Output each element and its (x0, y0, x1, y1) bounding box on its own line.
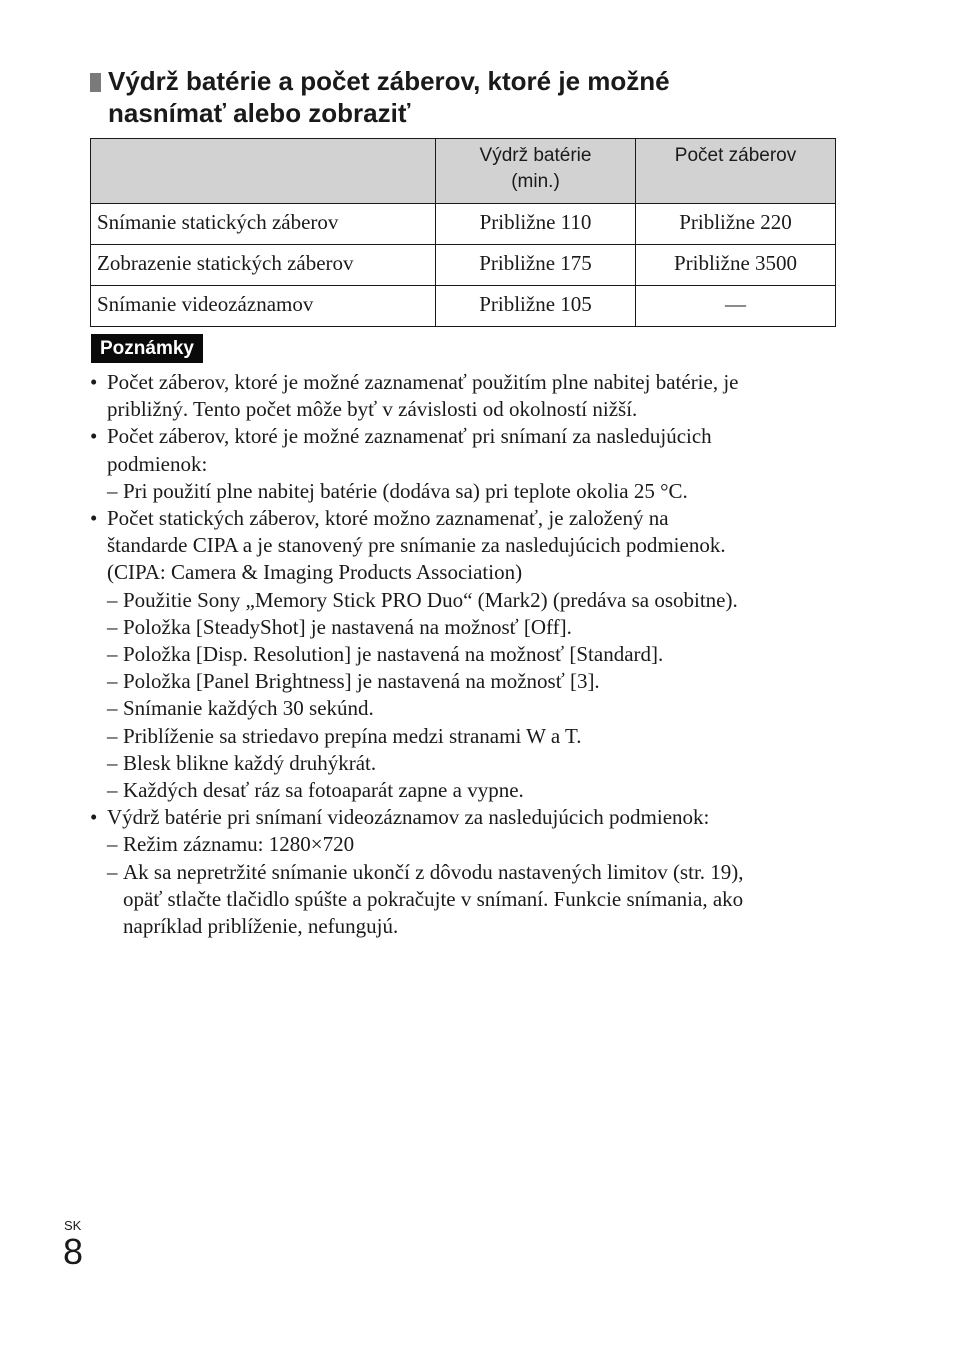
note-subitem-line: Ak sa nepretržité snímanie ukončí z dôvodu nastavených limitov (str. 19), (123, 859, 744, 884)
table-cell-mode: Snímanie statických záberov (91, 204, 436, 245)
table-cell-battery-life: Približne 175 (436, 245, 636, 286)
note-subitem (90, 831, 850, 858)
section-heading (90, 65, 850, 129)
note-subitem-line: Priblíženie sa striedavo prepína medzi stranami W a T. (123, 723, 582, 748)
note-subitem-line: Použitie Sony „Memory Stick PRO Duo“ (Mark2) (predáva sa osobitne). (123, 587, 738, 612)
table-header-shot-count: Počet záberov (636, 139, 836, 204)
note-item (90, 369, 850, 423)
note-subitem-line: Snímanie každých 30 sekúnd. (123, 696, 374, 721)
note-item (90, 804, 850, 831)
dash-icon: – (107, 614, 118, 639)
dash-icon: – (107, 832, 118, 857)
battery-life-table (90, 138, 836, 327)
table-row (91, 245, 836, 286)
note-subitem-line: Každých desať ráz sa fotoaparát zapne a vypne. (123, 778, 524, 803)
note-subitem-line: Položka [Disp. Resolution] je nastavená na možnosť [Standard]. (123, 642, 664, 667)
table-cell-shot-count: Približne 3500 (636, 245, 836, 286)
table-cell-battery-life: Približne 110 (436, 204, 636, 245)
note-line: štandarde CIPA a je stanovený pre snímanie za nasledujúcich podmienok. (107, 533, 726, 558)
note-item (90, 505, 850, 587)
note-item (90, 423, 850, 477)
table-header-empty (91, 139, 436, 204)
table-row (91, 204, 836, 245)
note-subitem (90, 641, 850, 668)
dash-icon: – (107, 778, 118, 803)
dash-icon: – (107, 696, 118, 721)
note-subitem-line: opäť stlačte tlačidlo spúšte a pokračujte v snímaní. Funkcie snímania, ako (123, 886, 744, 911)
dash-icon: – (107, 750, 118, 775)
bullet-icon: • (90, 506, 98, 531)
note-subitem (90, 587, 850, 614)
note-subitem (90, 723, 850, 750)
notes-list (90, 369, 850, 940)
page-number: 8 (63, 1231, 84, 1272)
bullet-icon: • (90, 805, 98, 830)
table-header-row (91, 139, 836, 204)
dash-icon: – (107, 723, 118, 748)
dash-icon: – (107, 669, 118, 694)
table-cell-mode: Snímanie videozáznamov (91, 286, 436, 327)
table-header-battery-life: Výdrž batérie (min.) (436, 139, 636, 204)
dash-icon: – (107, 859, 118, 884)
dash-icon: – (107, 478, 118, 503)
note-subitem (90, 668, 850, 695)
note-line: Počet statických záberov, ktoré možno zaznamenať, je založený na (107, 506, 669, 531)
note-subitem (90, 777, 850, 804)
dash-icon: – (107, 642, 118, 667)
bullet-icon: • (90, 370, 98, 394)
note-line: Počet záberov, ktoré je možné zaznamenať použitím plne nabitej batérie, je (107, 370, 739, 394)
bullet-icon: • (90, 424, 98, 449)
note-subitem-line: Blesk blikne každý druhýkrát. (123, 750, 377, 775)
note-subitem-line: Položka [SteadyShot] je nastavená na možnosť [Off]. (123, 614, 572, 639)
note-subitem-line: Režim záznamu: 1280×720 (123, 832, 355, 857)
dash-icon: – (107, 587, 118, 612)
note-subitem-line: Pri použití plne nabitej batérie (dodáva sa) pri teplote okolia 25 °C. (123, 478, 688, 503)
note-line: Počet záberov, ktoré je možné zaznamenať pri snímaní za nasledujúcich (107, 424, 712, 449)
notes-badge: Poznámky (91, 334, 203, 363)
language-code: SK (64, 1218, 82, 1233)
note-subitem (90, 478, 850, 505)
note-line: približný. Tento počet môže byť v závislosti od okolností nižší. (107, 397, 638, 422)
section-heading-text: Výdrž batérie a počet záberov, ktoré je možné nasnímať alebo zobraziť (108, 66, 670, 129)
note-line: Výdrž batérie pri snímaní videozáznamov za nasledujúcich podmienok: (107, 805, 710, 830)
note-subitem-line: napríklad priblíženie, nefungujú. (123, 914, 399, 939)
note-subitem-line: Položka [Panel Brightness] je nastavená na možnosť [3]. (123, 669, 600, 694)
table-cell-battery-life: Približne 105 (436, 286, 636, 327)
heading-marker-icon (90, 73, 101, 92)
table-cell-shot-count: — (636, 286, 836, 327)
note-subitem (90, 859, 850, 941)
table-row (91, 286, 836, 327)
note-line: podmienok: (107, 451, 208, 476)
note-subitem (90, 695, 850, 722)
table-cell-shot-count: Približne 220 (636, 204, 836, 245)
note-subitem (90, 614, 850, 641)
note-subitem (90, 750, 850, 777)
table-cell-mode: Zobrazenie statických záberov (91, 245, 436, 286)
note-line: (CIPA: Camera & Imaging Products Association) (107, 560, 523, 585)
